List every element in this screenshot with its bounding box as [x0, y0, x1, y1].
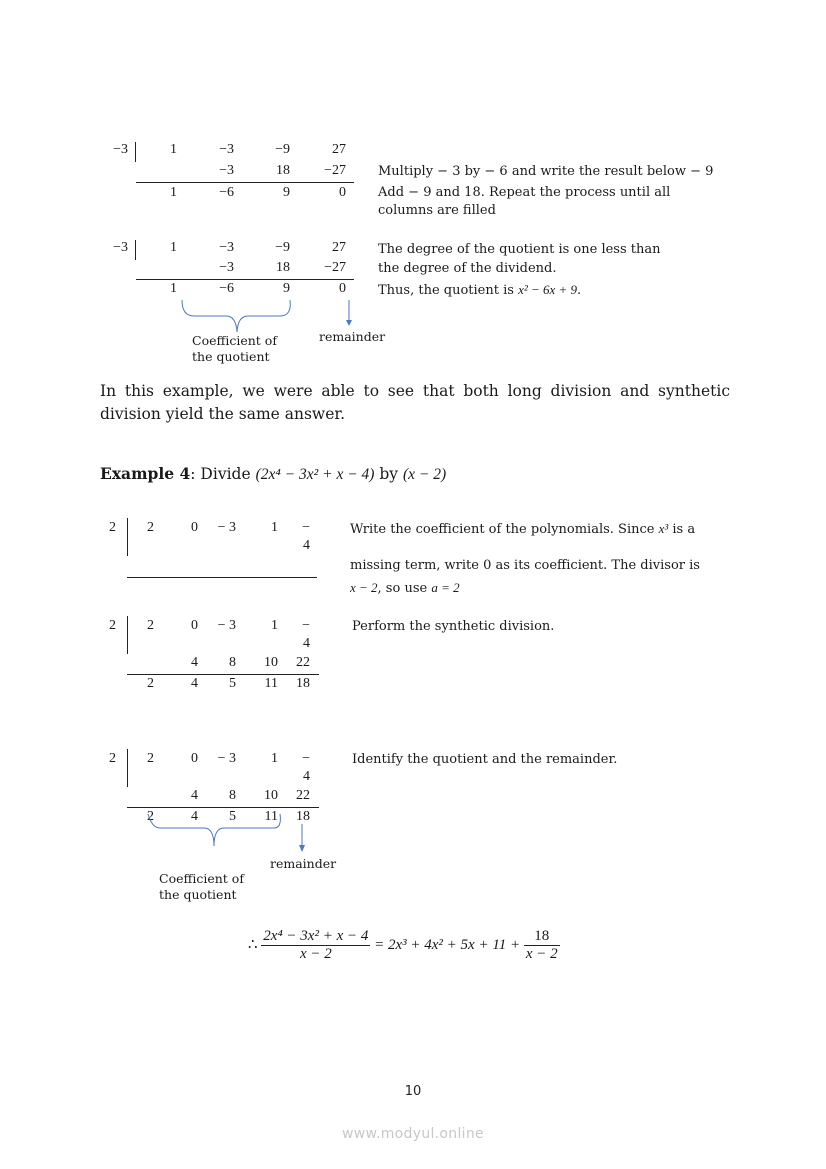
quotient-expression: x² − 6x + 9 [518, 282, 578, 297]
cell: 8 [229, 788, 236, 803]
rhs-numerator: 18 [524, 928, 560, 946]
step-note: Multiply − 3 by − 6 and write the result below − 9 [378, 164, 714, 179]
cell: 10 [264, 655, 278, 670]
cell: 2 [147, 676, 154, 691]
cell: 8 [229, 655, 236, 670]
cell: 4 [303, 636, 310, 651]
page-number: 10 [404, 1084, 422, 1099]
brace-label-line: the quotient [159, 887, 237, 902]
cell: 4 [191, 809, 198, 824]
step-note [350, 578, 460, 598]
rhs-denominator: x − 2 [525, 946, 558, 962]
brace-label [192, 333, 277, 365]
cell: 5 [229, 809, 236, 824]
curly-brace-icon [182, 300, 290, 332]
lhs-fraction [261, 928, 370, 963]
cell: 0 [191, 751, 198, 766]
divisor: 2 [109, 751, 116, 766]
division-bar [135, 142, 136, 162]
arrow-down-icon [346, 320, 352, 326]
cell: −3 [219, 163, 234, 178]
cell: 2 [147, 809, 154, 824]
lhs-denominator: x − 2 [299, 946, 332, 962]
watermark: www.modyul.online [342, 1126, 484, 1142]
cell: − [302, 520, 310, 535]
dividend-expression: (2x⁴ − 3x² + x − 4) [255, 466, 375, 483]
cell: 18 [276, 260, 290, 275]
cell: − [302, 618, 310, 633]
sum-line [127, 577, 317, 578]
result-equation [248, 928, 560, 963]
example-text: by [374, 465, 403, 483]
cell: 11 [264, 809, 278, 824]
step-note [378, 280, 581, 300]
cell: 1 [170, 240, 177, 255]
cell: 1 [170, 185, 177, 200]
example-label: Example 4 [100, 464, 191, 483]
cell: 18 [276, 163, 290, 178]
cell: 1 [170, 142, 177, 157]
step-note: Identify the quotient and the remainder. [352, 752, 618, 767]
cell: 1 [271, 520, 278, 535]
cell: −3 [219, 142, 234, 157]
cell: 0 [191, 618, 198, 633]
divisor: −3 [113, 142, 128, 157]
step-note: Perform the synthetic division. [352, 619, 555, 634]
cell: −6 [219, 185, 234, 200]
cell: − 3 [217, 751, 236, 766]
cell: −3 [219, 240, 234, 255]
cell: −3 [219, 260, 234, 275]
cell: 9 [283, 281, 290, 296]
cell: −9 [275, 240, 290, 255]
divisor: 2 [109, 618, 116, 633]
cell: 22 [296, 788, 310, 803]
brace-label-line: the quotient [192, 349, 270, 364]
sum-line [136, 279, 354, 280]
divisor: −3 [113, 240, 128, 255]
cell: 4 [191, 676, 198, 691]
therefore-symbol: ∴ [248, 936, 258, 953]
step-note: the degree of the dividend. [378, 261, 557, 276]
cell: 1 [271, 618, 278, 633]
divisor-expression: (x − 2) [403, 466, 447, 483]
example-heading [100, 462, 730, 486]
brace-label-line: Coefficient of [159, 871, 244, 886]
cell: 10 [264, 788, 278, 803]
cell: 1 [170, 281, 177, 296]
cell: − 3 [217, 520, 236, 535]
sum-line [127, 807, 319, 808]
summary-paragraph: In this example, we were able to see that both long division and synthetic division yield the same answer. [100, 382, 730, 423]
step-note: Add − 9 and 18. Repeat the process until all [378, 185, 671, 200]
remainder-label: remainder [270, 856, 337, 871]
math-term: x³ [658, 521, 669, 536]
brace-label-line: Coefficient of [192, 333, 277, 348]
cell: 22 [296, 655, 310, 670]
cell: 4 [191, 655, 198, 670]
cell: 9 [283, 185, 290, 200]
sum-line [136, 182, 354, 183]
note-text: Thus, the quotient is [378, 283, 519, 298]
cell: 27 [332, 240, 346, 255]
cell: − [302, 751, 310, 766]
step-note [350, 519, 695, 539]
note-text: is a [668, 522, 696, 537]
division-bar [135, 240, 136, 260]
cell: 0 [339, 185, 346, 200]
example-text: : Divide [190, 465, 256, 483]
curly-brace-icon [148, 814, 280, 846]
brace-and-arrow [140, 810, 320, 855]
cell: 0 [191, 520, 198, 535]
divisor: 2 [109, 520, 116, 535]
cell: 0 [339, 281, 346, 296]
cell: −9 [275, 142, 290, 157]
note-text: , so use [377, 581, 432, 596]
math-term: a = 2 [431, 580, 460, 595]
cell: 11 [264, 676, 278, 691]
cell: 5 [229, 676, 236, 691]
cell: 18 [296, 809, 310, 824]
math-term: x − 2 [350, 580, 378, 595]
cell: 4 [303, 769, 310, 784]
lhs-numerator: 2x⁴ − 3x² + x − 4 [263, 928, 369, 944]
cell: 2 [147, 618, 154, 633]
cell: 4 [303, 538, 310, 553]
cell: −27 [324, 260, 346, 275]
cell: 27 [332, 142, 346, 157]
cell: 1 [271, 751, 278, 766]
step-note: columns are filled [378, 203, 496, 218]
step-note: missing term, write 0 as its coefficient. The divisor is [350, 558, 700, 573]
quotient-terms: = 2x³ + 4x² + 5x + 11 + [374, 936, 521, 953]
arrow-down-icon [299, 845, 305, 852]
rhs-fraction [524, 928, 560, 963]
cell: − 3 [217, 618, 236, 633]
cell: 2 [147, 520, 154, 535]
cell: 2 [147, 751, 154, 766]
note-text: Write the coefficient of the polynomials. Since [350, 522, 659, 537]
cell: 18 [296, 676, 310, 691]
cell: 4 [191, 788, 198, 803]
brace-label [159, 871, 244, 903]
sum-line [127, 674, 319, 675]
remainder-label: remainder [319, 329, 386, 344]
note-text: . [577, 283, 582, 298]
step-note: The degree of the quotient is one less than [378, 242, 661, 257]
cell: −6 [219, 281, 234, 296]
cell: −27 [324, 163, 346, 178]
